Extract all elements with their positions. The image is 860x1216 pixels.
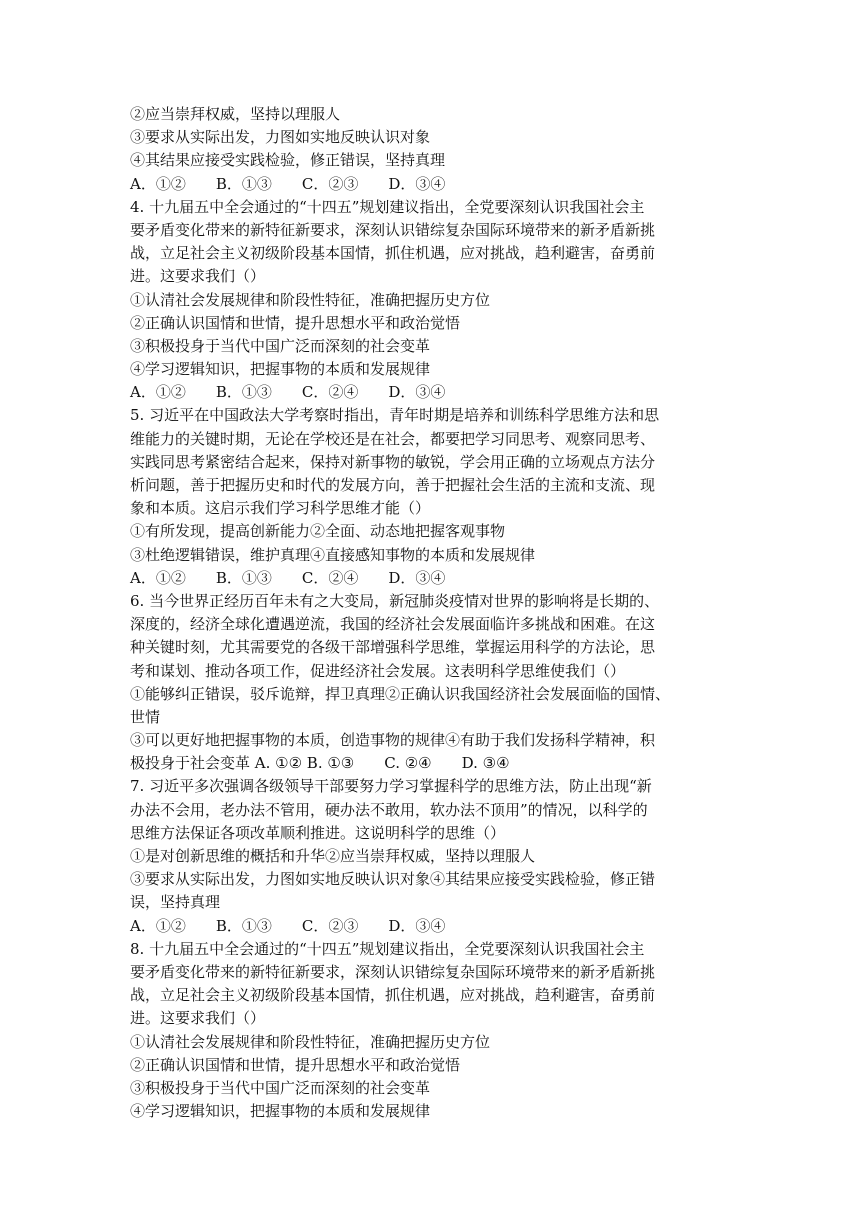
text-line: 考和谋划、推动各项工作，促进经济社会发展。这表明科学思维使我们（） <box>130 661 626 680</box>
text-line: 种关键时刻，尤其需要党的各级干部增强科学思维，掌握运用科学的方法论，思 <box>130 638 656 657</box>
text-line: 要矛盾变化带来的新特征新要求，深刻认识错综复杂国际环境带来的新矛盾新挑 <box>130 220 656 239</box>
text-line: 误，坚持真理 <box>130 893 221 912</box>
text-line: 析问题，善于把握历史和时代的发展方向，善于把握社会生活的主流和支流、现 <box>130 476 656 494</box>
text-line: 世情 <box>130 707 161 726</box>
text-line: 战，立足社会主义初级阶段基本国情，抓住机遇，应对挑战，趋利避害，奋勇前 <box>130 244 656 263</box>
question-5-text: 5. 习近平在中国政法大学考察时指出，青年时期是培养和训练科学思维方法和思 <box>130 406 660 425</box>
document-page <box>130 103 730 1123</box>
text-line: ③杜绝逻辑错误，维护真理④直接感知事物的本质和发展规律 <box>130 545 536 564</box>
text-line: 实践同思考紧密结合起来，保持对新事物的敏锐，学会用正确的立场观点方法分 <box>130 452 656 471</box>
text-line: ③要求从实际出发，力图如实地反映认识对象 <box>130 128 431 147</box>
text-line: 办法不会用，老办法不管用，硬办法不敢用，软办法不顶用”的情况，以科学的 <box>130 800 648 819</box>
text-line: ②正确认识国情和世情，提升思想水平和政治觉悟 <box>130 313 461 332</box>
text-line: ③积极投身于当代中国广泛而深刻的社会变革 <box>130 336 431 355</box>
text-line: ④其结果应接受实践检验，修正错误，坚持真理 <box>130 151 446 170</box>
question-8-text: 8. 十九届五中全会通过的“十四五”规划建议指出，全党要深刻认识我国社会主 <box>130 939 645 958</box>
text-line: ①有所发现，提高创新能力②全面、动态地把握客观事物 <box>130 522 506 541</box>
text-line: ②应当崇拜权威，坚持以理服人 <box>130 105 341 123</box>
text-line: ②正确认识国情和世情，提升思想水平和政治觉悟 <box>130 1055 461 1074</box>
text-line: ③积极投身于当代中国广泛而深刻的社会变革 <box>130 1078 431 1097</box>
question-6-text: 6. 当今世界正经历百年未有之大变局，新冠肺炎疫情对世界的影响将是长期的、 <box>130 591 660 610</box>
text-line: 要矛盾变化带来的新特征新要求，深刻认识错综复杂国际环境带来的新矛盾新挑 <box>130 962 656 981</box>
answer-options: A．①② B．①③ C．②③ D．③④ <box>130 916 446 935</box>
text-line: ①认清社会发展规律和阶段性特征，准确把握历史方位 <box>130 290 491 309</box>
text-line: 进。这要求我们（） <box>130 267 266 286</box>
text-line: ①能够纠正错误，驳斥诡辩，捍卫真理②正确认识我国经济社会发展面临的国情、 <box>130 684 671 703</box>
text-line: 进。这要求我们（） <box>130 1009 266 1028</box>
answer-options: 极投身于社会变革 A. ①② B. ①③ C. ②④ D. ③④ <box>130 754 510 773</box>
text-line: ③要求从实际出发，力图如实地反映认识对象④其结果应接受实践检验，修正错 <box>130 870 656 889</box>
text-line: 思维方法保证各项改革顺利推进。这说明科学的思维（） <box>130 823 506 842</box>
text-line: 象和本质。这启示我们学习科学思维才能（） <box>130 499 431 518</box>
text-line: ④学习逻辑知识，把握事物的本质和发展规律 <box>130 360 431 379</box>
question-7-text: 7. 习近平多次强调各级领导干部要努力学习掌握科学的思维方法，防止出现“新 <box>130 777 652 796</box>
text-line: 维能力的关键时期，无论在学校还是在社会，都要把学习同思考、观察同思考、 <box>130 429 656 448</box>
question-4-text: 4. 十九届五中全会通过的“十四五”规划建议指出，全党要深刻认识我国社会主 <box>130 197 645 216</box>
text-line: ③可以更好地把握事物的本质，创造事物的规律④有助于我们发扬科学精神，积 <box>130 731 656 750</box>
answer-options: A．①② B．①③ C．②④ D．③④ <box>130 568 446 587</box>
text-line: ①是对创新思维的概括和升华②应当崇拜权威，坚持以理服人 <box>130 847 536 865</box>
text-line: ④学习逻辑知识，把握事物的本质和发展规律 <box>130 1102 431 1121</box>
answer-options: A．①② B．①③ C．②③ D．③④ <box>130 174 446 193</box>
text-line: ①认清社会发展规律和阶段性特征，准确把握历史方位 <box>130 1032 491 1051</box>
text-line: 战，立足社会主义初级阶段基本国情，抓住机遇，应对挑战，趋利避害，奋勇前 <box>130 986 656 1005</box>
answer-options: A．①② B．①③ C．②④ D．③④ <box>130 383 446 402</box>
text-line: 深度的，经济全球化遭遇逆流，我国的经济社会发展面临许多挑战和困难。在这 <box>130 615 656 634</box>
